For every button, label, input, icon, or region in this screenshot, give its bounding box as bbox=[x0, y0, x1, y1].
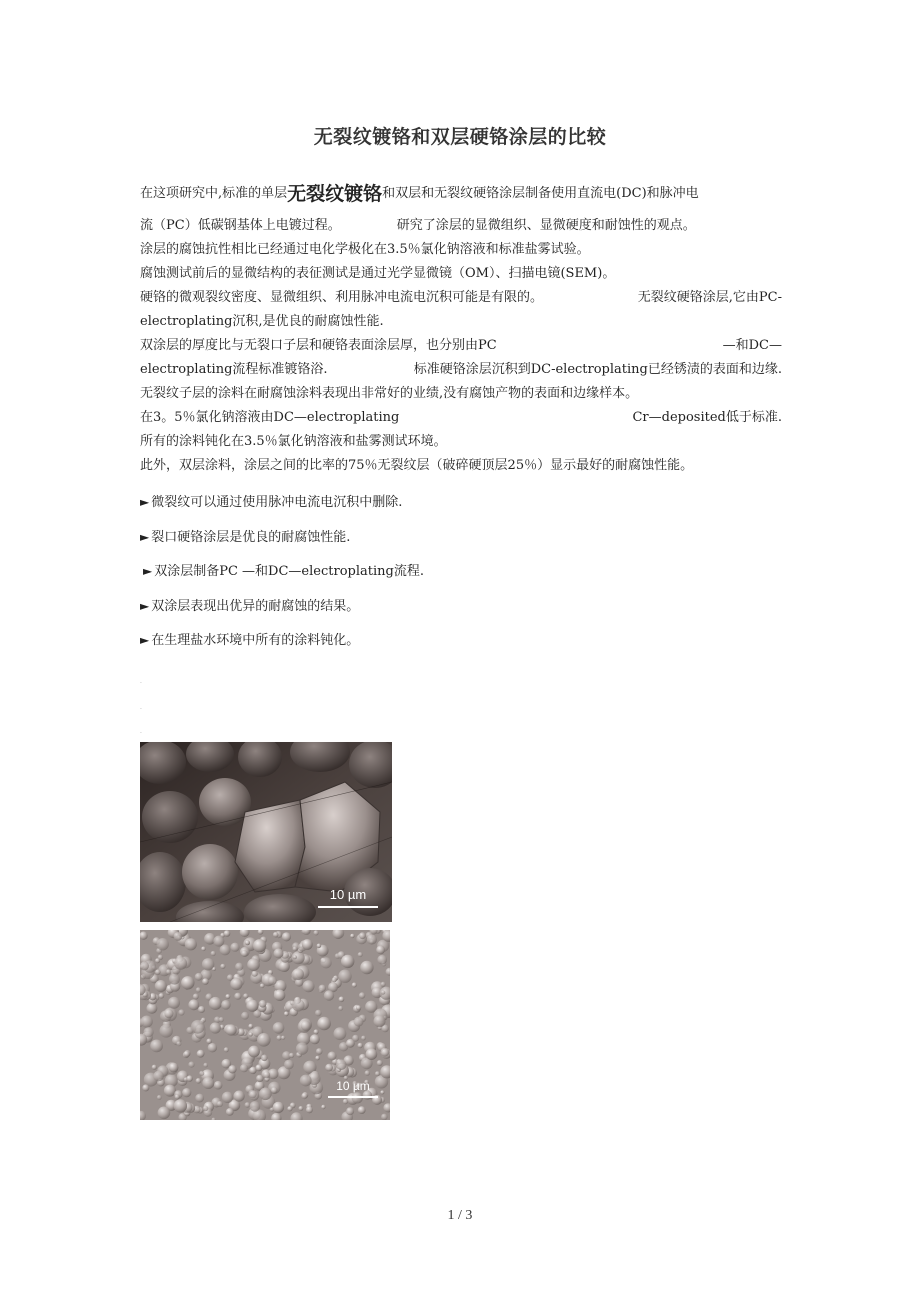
grain-texture bbox=[259, 1088, 272, 1101]
grain-texture bbox=[203, 1106, 209, 1112]
grain-texture bbox=[191, 1020, 205, 1034]
grain-texture bbox=[209, 997, 222, 1010]
emphasized-term: 无裂纹镀铬 bbox=[287, 183, 383, 205]
grain-texture bbox=[220, 964, 225, 969]
grain-texture bbox=[155, 958, 160, 963]
bullet-marker-icon: ► bbox=[140, 633, 150, 647]
grain-texture bbox=[246, 1000, 258, 1012]
grain-texture bbox=[346, 1107, 354, 1115]
grain-texture bbox=[381, 982, 386, 987]
grain-texture bbox=[224, 1047, 229, 1052]
grain-texture bbox=[169, 974, 180, 985]
grain-texture bbox=[185, 938, 197, 950]
list-item-text: 双涂层表现出优异的耐腐蚀的结果。 bbox=[151, 598, 360, 614]
grain-texture bbox=[354, 1017, 364, 1027]
grain-texture bbox=[199, 1071, 204, 1076]
grain-texture bbox=[182, 1088, 191, 1097]
grain-texture bbox=[241, 950, 248, 957]
scale-bar-label: 10 µm bbox=[329, 887, 367, 902]
text-span: electroplating沉积,是优良的耐腐蚀性能. bbox=[140, 314, 384, 329]
grain-texture bbox=[140, 961, 149, 970]
grain-texture bbox=[181, 976, 194, 989]
grain-texture bbox=[296, 1042, 308, 1054]
grain-texture bbox=[341, 955, 354, 968]
grain-texture bbox=[206, 1039, 211, 1044]
grain-texture bbox=[321, 1105, 325, 1109]
grain-texture bbox=[152, 1065, 157, 1070]
text-line bbox=[140, 430, 782, 454]
grain-texture bbox=[356, 1005, 361, 1010]
grain-texture bbox=[256, 1075, 263, 1082]
grain-texture bbox=[214, 1081, 223, 1090]
grain-texture bbox=[292, 968, 304, 980]
grain-texture bbox=[302, 939, 313, 950]
list-item bbox=[140, 525, 780, 560]
grain-texture bbox=[247, 958, 260, 971]
grain-texture bbox=[257, 1033, 271, 1047]
grain-texture bbox=[263, 1071, 270, 1078]
grain-texture bbox=[350, 934, 354, 938]
grain-texture bbox=[381, 1114, 388, 1120]
grain-texture bbox=[256, 1064, 263, 1071]
grain-texture bbox=[144, 1027, 154, 1037]
text-span: 所有的涂料钝化在3.5％氯化钠溶液和盐雾测试环境。 bbox=[140, 434, 447, 449]
grain-texture bbox=[243, 993, 248, 998]
text-span: 无裂纹硬铬涂层,它由PC- bbox=[637, 290, 782, 305]
grain-texture bbox=[234, 993, 241, 1000]
grain-texture bbox=[358, 1106, 366, 1114]
text-line bbox=[140, 214, 782, 238]
list-item-text: 双涂层制备PC —和DC—electroplating流程. bbox=[154, 564, 424, 579]
grain-texture bbox=[147, 1003, 158, 1014]
grain-texture bbox=[155, 980, 167, 992]
grain-texture bbox=[197, 1050, 205, 1058]
spacer-mark: . bbox=[140, 728, 142, 735]
text-line bbox=[140, 238, 782, 262]
grain-texture bbox=[248, 1024, 253, 1029]
grain-texture bbox=[268, 976, 277, 985]
grain-texture bbox=[273, 1022, 285, 1034]
text-span: electroplating流程标准镀铬浴. bbox=[140, 362, 328, 377]
grain-texture bbox=[301, 1093, 307, 1099]
grain-texture bbox=[249, 1032, 253, 1036]
grain-texture bbox=[219, 1017, 224, 1022]
grain-texture bbox=[202, 1077, 214, 1089]
grain-texture bbox=[316, 1048, 323, 1055]
grain-texture bbox=[377, 955, 387, 965]
grain-texture bbox=[343, 1099, 348, 1104]
text-span: 和双层和无裂纹硬铬涂层制备使用直流电(DC)和脉冲电 bbox=[382, 186, 699, 201]
text-span: 硬铬的微观裂纹密度、显微组织、利用脉冲电流电沉积可能是有限的。 bbox=[140, 290, 544, 305]
page-number: 1 / 3 bbox=[447, 1208, 473, 1223]
grain-texture bbox=[317, 1017, 331, 1031]
grain-texture bbox=[168, 997, 180, 1009]
grain-texture bbox=[157, 1095, 162, 1100]
grain-texture bbox=[299, 1106, 304, 1111]
bullet-marker-icon: ► bbox=[140, 529, 150, 544]
grain-texture bbox=[226, 1024, 237, 1035]
micrograph-fine bbox=[140, 930, 390, 1120]
grain-texture bbox=[196, 1078, 202, 1084]
grain-texture bbox=[346, 1039, 355, 1048]
grain-texture bbox=[159, 993, 165, 999]
grain-texture bbox=[277, 1035, 282, 1040]
text-line bbox=[140, 334, 782, 358]
grain-texture bbox=[359, 932, 366, 939]
list-item bbox=[140, 490, 780, 525]
grain-texture bbox=[274, 948, 284, 958]
grain-texture bbox=[157, 938, 169, 950]
grain-texture bbox=[226, 994, 231, 999]
grain-texture bbox=[332, 977, 337, 982]
grain-texture bbox=[315, 1056, 320, 1061]
grain-texture bbox=[160, 1024, 173, 1037]
grain-texture bbox=[293, 955, 297, 959]
grain-texture bbox=[261, 1055, 268, 1062]
grain-texture bbox=[198, 1006, 205, 1013]
grain-texture bbox=[303, 980, 315, 992]
grain-texture bbox=[188, 1062, 194, 1068]
text-line bbox=[140, 286, 782, 310]
grain-texture bbox=[178, 1009, 184, 1015]
grain-texture bbox=[174, 957, 187, 970]
grain-texture bbox=[315, 1010, 322, 1017]
text-span: —和DC— bbox=[722, 338, 782, 353]
grain-texture bbox=[201, 947, 206, 952]
grain-texture bbox=[271, 1087, 278, 1094]
grain-texture bbox=[352, 983, 357, 988]
grain-texture bbox=[360, 961, 373, 974]
grain-texture bbox=[164, 1085, 176, 1097]
grain-texture bbox=[365, 1070, 370, 1075]
grain-texture bbox=[292, 999, 304, 1011]
list-item-text: 在生理盐水环境中所有的涂料钝化。 bbox=[151, 633, 360, 648]
grain-texture bbox=[260, 984, 265, 989]
grain-texture bbox=[245, 940, 250, 945]
grain-texture bbox=[228, 1065, 236, 1073]
micrograph-fine-graphic bbox=[140, 930, 390, 1120]
bullet-marker-icon: ► bbox=[140, 598, 150, 613]
grain-texture bbox=[376, 946, 385, 955]
grain-texture bbox=[289, 1053, 294, 1058]
grain-texture bbox=[220, 945, 231, 956]
grain-texture bbox=[158, 1107, 171, 1120]
text-line bbox=[140, 454, 782, 478]
scale-bar-label: 10 µm bbox=[336, 1079, 370, 1093]
text-line bbox=[140, 406, 782, 430]
grain-texture bbox=[224, 930, 231, 937]
grain-texture bbox=[358, 1043, 363, 1048]
grain-texture bbox=[319, 985, 326, 992]
grain-texture bbox=[210, 1022, 221, 1033]
grain-texture bbox=[248, 1046, 260, 1058]
grain-texture bbox=[164, 1009, 173, 1018]
grain-texture bbox=[150, 1040, 163, 1053]
highlights-list bbox=[140, 490, 780, 663]
grain-texture bbox=[241, 1012, 249, 1020]
grain-texture bbox=[195, 1094, 204, 1103]
text-span: 无裂纹子层的涂料在耐腐蚀涂料表现出非常好的业绩,没有腐蚀产物的表面和边缘样本。 bbox=[140, 386, 639, 401]
text-span: 双涂层的厚度比与无裂口子层和硬铬表面涂层厚，也分别由PC bbox=[140, 338, 497, 353]
grain-texture bbox=[196, 987, 201, 992]
text-line bbox=[140, 382, 782, 406]
text-span: Cr—deposited低于标准. bbox=[632, 410, 782, 425]
grain-texture bbox=[250, 1101, 261, 1112]
grain-texture bbox=[240, 1064, 248, 1072]
grain-texture bbox=[287, 1106, 292, 1111]
grain-texture bbox=[208, 1043, 217, 1052]
list-item-text: 裂口硬铬涂层是优良的耐腐蚀性能. bbox=[151, 529, 351, 545]
grain-texture bbox=[211, 951, 216, 956]
grain-texture bbox=[366, 1048, 378, 1060]
grain-texture bbox=[380, 1090, 384, 1094]
text-span: 涂层的腐蚀抗性相比已经通过电化学极化在3.5％氯化钠溶液和标准盐雾试验。 bbox=[140, 242, 590, 257]
grain-texture bbox=[338, 1006, 343, 1011]
grain-texture bbox=[380, 1048, 389, 1057]
grain-texture bbox=[253, 939, 266, 952]
grain-texture bbox=[317, 944, 322, 949]
grain-texture bbox=[374, 1015, 386, 1027]
grain-texture bbox=[217, 1101, 223, 1107]
grain-texture bbox=[284, 1011, 289, 1016]
text-line bbox=[140, 178, 782, 210]
grain-texture bbox=[306, 1106, 313, 1113]
grain-texture bbox=[230, 943, 239, 952]
text-line bbox=[140, 262, 782, 286]
grain-texture bbox=[222, 1092, 233, 1103]
grain-texture bbox=[169, 1063, 179, 1073]
grain-texture bbox=[375, 1071, 380, 1076]
grain-texture bbox=[293, 947, 298, 952]
grain-texture bbox=[186, 1075, 192, 1081]
grain-texture bbox=[176, 1041, 181, 1046]
text-span: 腐蚀测试前后的显微结构的表征测试是通过光学显微镜（OM）、扫描电镜(SEM)。 bbox=[140, 266, 616, 281]
grain-texture bbox=[153, 1071, 164, 1082]
grain-texture bbox=[281, 1036, 285, 1040]
grain-texture bbox=[336, 1060, 347, 1071]
grain-texture bbox=[361, 1036, 366, 1041]
grain-texture bbox=[166, 969, 171, 974]
grain-texture bbox=[226, 1108, 234, 1116]
spacer-mark: . bbox=[140, 704, 142, 711]
grain-texture bbox=[328, 1052, 337, 1061]
grain-texture bbox=[213, 936, 224, 947]
list-item bbox=[140, 628, 780, 663]
grain-texture bbox=[314, 1029, 319, 1034]
grain-texture bbox=[234, 1091, 245, 1102]
grain-texture bbox=[174, 1099, 187, 1112]
grain-texture bbox=[245, 1102, 251, 1108]
grain-texture bbox=[367, 934, 377, 944]
grain-texture bbox=[310, 1034, 320, 1044]
document-title: 无裂纹镀铬和双层硬铬涂层的比较 bbox=[313, 126, 607, 148]
grain-texture bbox=[142, 1084, 149, 1091]
grain-texture bbox=[184, 1051, 190, 1057]
grain-texture bbox=[338, 970, 351, 983]
grain-texture bbox=[282, 932, 291, 941]
spacer-mark: . bbox=[140, 678, 142, 685]
grain-texture bbox=[284, 1060, 294, 1070]
grain-texture bbox=[325, 1064, 333, 1072]
grain-texture bbox=[300, 1075, 312, 1087]
grain-texture bbox=[175, 1094, 180, 1099]
grain-texture bbox=[381, 990, 385, 994]
grain-texture bbox=[252, 971, 258, 977]
grain-texture bbox=[274, 990, 285, 1001]
grain-texture bbox=[273, 932, 279, 938]
grain-texture bbox=[188, 999, 199, 1010]
text-line bbox=[140, 358, 782, 382]
grain-texture bbox=[221, 1000, 231, 1010]
grain-texture bbox=[203, 1063, 208, 1068]
grain-texture bbox=[377, 1060, 383, 1066]
bullet-marker-icon: ► bbox=[143, 564, 153, 578]
bullet-marker-icon: ► bbox=[140, 495, 150, 509]
grain-texture bbox=[321, 957, 332, 968]
grain-texture bbox=[193, 994, 199, 1000]
text-span: 此外，双层涂料，涂层之间的比率的75％无裂纹层（破碎硬顶层25％）显示最好的耐腐蚀性能。 bbox=[140, 458, 694, 473]
grain-texture bbox=[174, 932, 183, 941]
text-line bbox=[140, 310, 782, 334]
text-span: 标准硬铬涂层沉积到DC-electroplating已经锈渍的表面和边缘. bbox=[413, 362, 782, 377]
body-paragraph bbox=[140, 178, 782, 478]
grain-texture bbox=[273, 1102, 284, 1113]
micrograph-coarse-graphic bbox=[140, 742, 392, 922]
grain-texture bbox=[314, 930, 319, 935]
grain-texture bbox=[324, 990, 334, 1000]
grain-texture bbox=[235, 963, 243, 971]
grain-texture bbox=[259, 1000, 267, 1008]
grain-texture bbox=[230, 978, 242, 990]
text-span: 在这项研究中,标准的单层 bbox=[140, 186, 288, 201]
grain-texture bbox=[248, 1090, 256, 1098]
grain-texture bbox=[301, 1021, 311, 1031]
grain-texture bbox=[334, 1027, 347, 1040]
grain-texture bbox=[195, 973, 203, 981]
grain-texture bbox=[339, 997, 345, 1003]
text-span: 流（PC）低碳钢基体上电镀过程。 bbox=[140, 218, 341, 233]
list-item bbox=[140, 594, 780, 629]
grain-texture bbox=[141, 1016, 153, 1028]
text-span: 研究了涂层的显微组织、显微硬度和耐蚀性的观点。 bbox=[396, 218, 696, 233]
list-item bbox=[140, 559, 780, 594]
grain-texture bbox=[358, 952, 363, 957]
list-item-text: 微裂纹可以通过使用脉冲电流电沉积中删除. bbox=[151, 495, 403, 510]
grain-texture bbox=[202, 958, 214, 970]
micrograph-coarse bbox=[140, 742, 392, 922]
text-span: 在3。5％氯化钠溶液由DC—electroplating bbox=[140, 410, 400, 425]
grain-texture bbox=[359, 992, 365, 998]
grain-texture bbox=[202, 978, 209, 985]
